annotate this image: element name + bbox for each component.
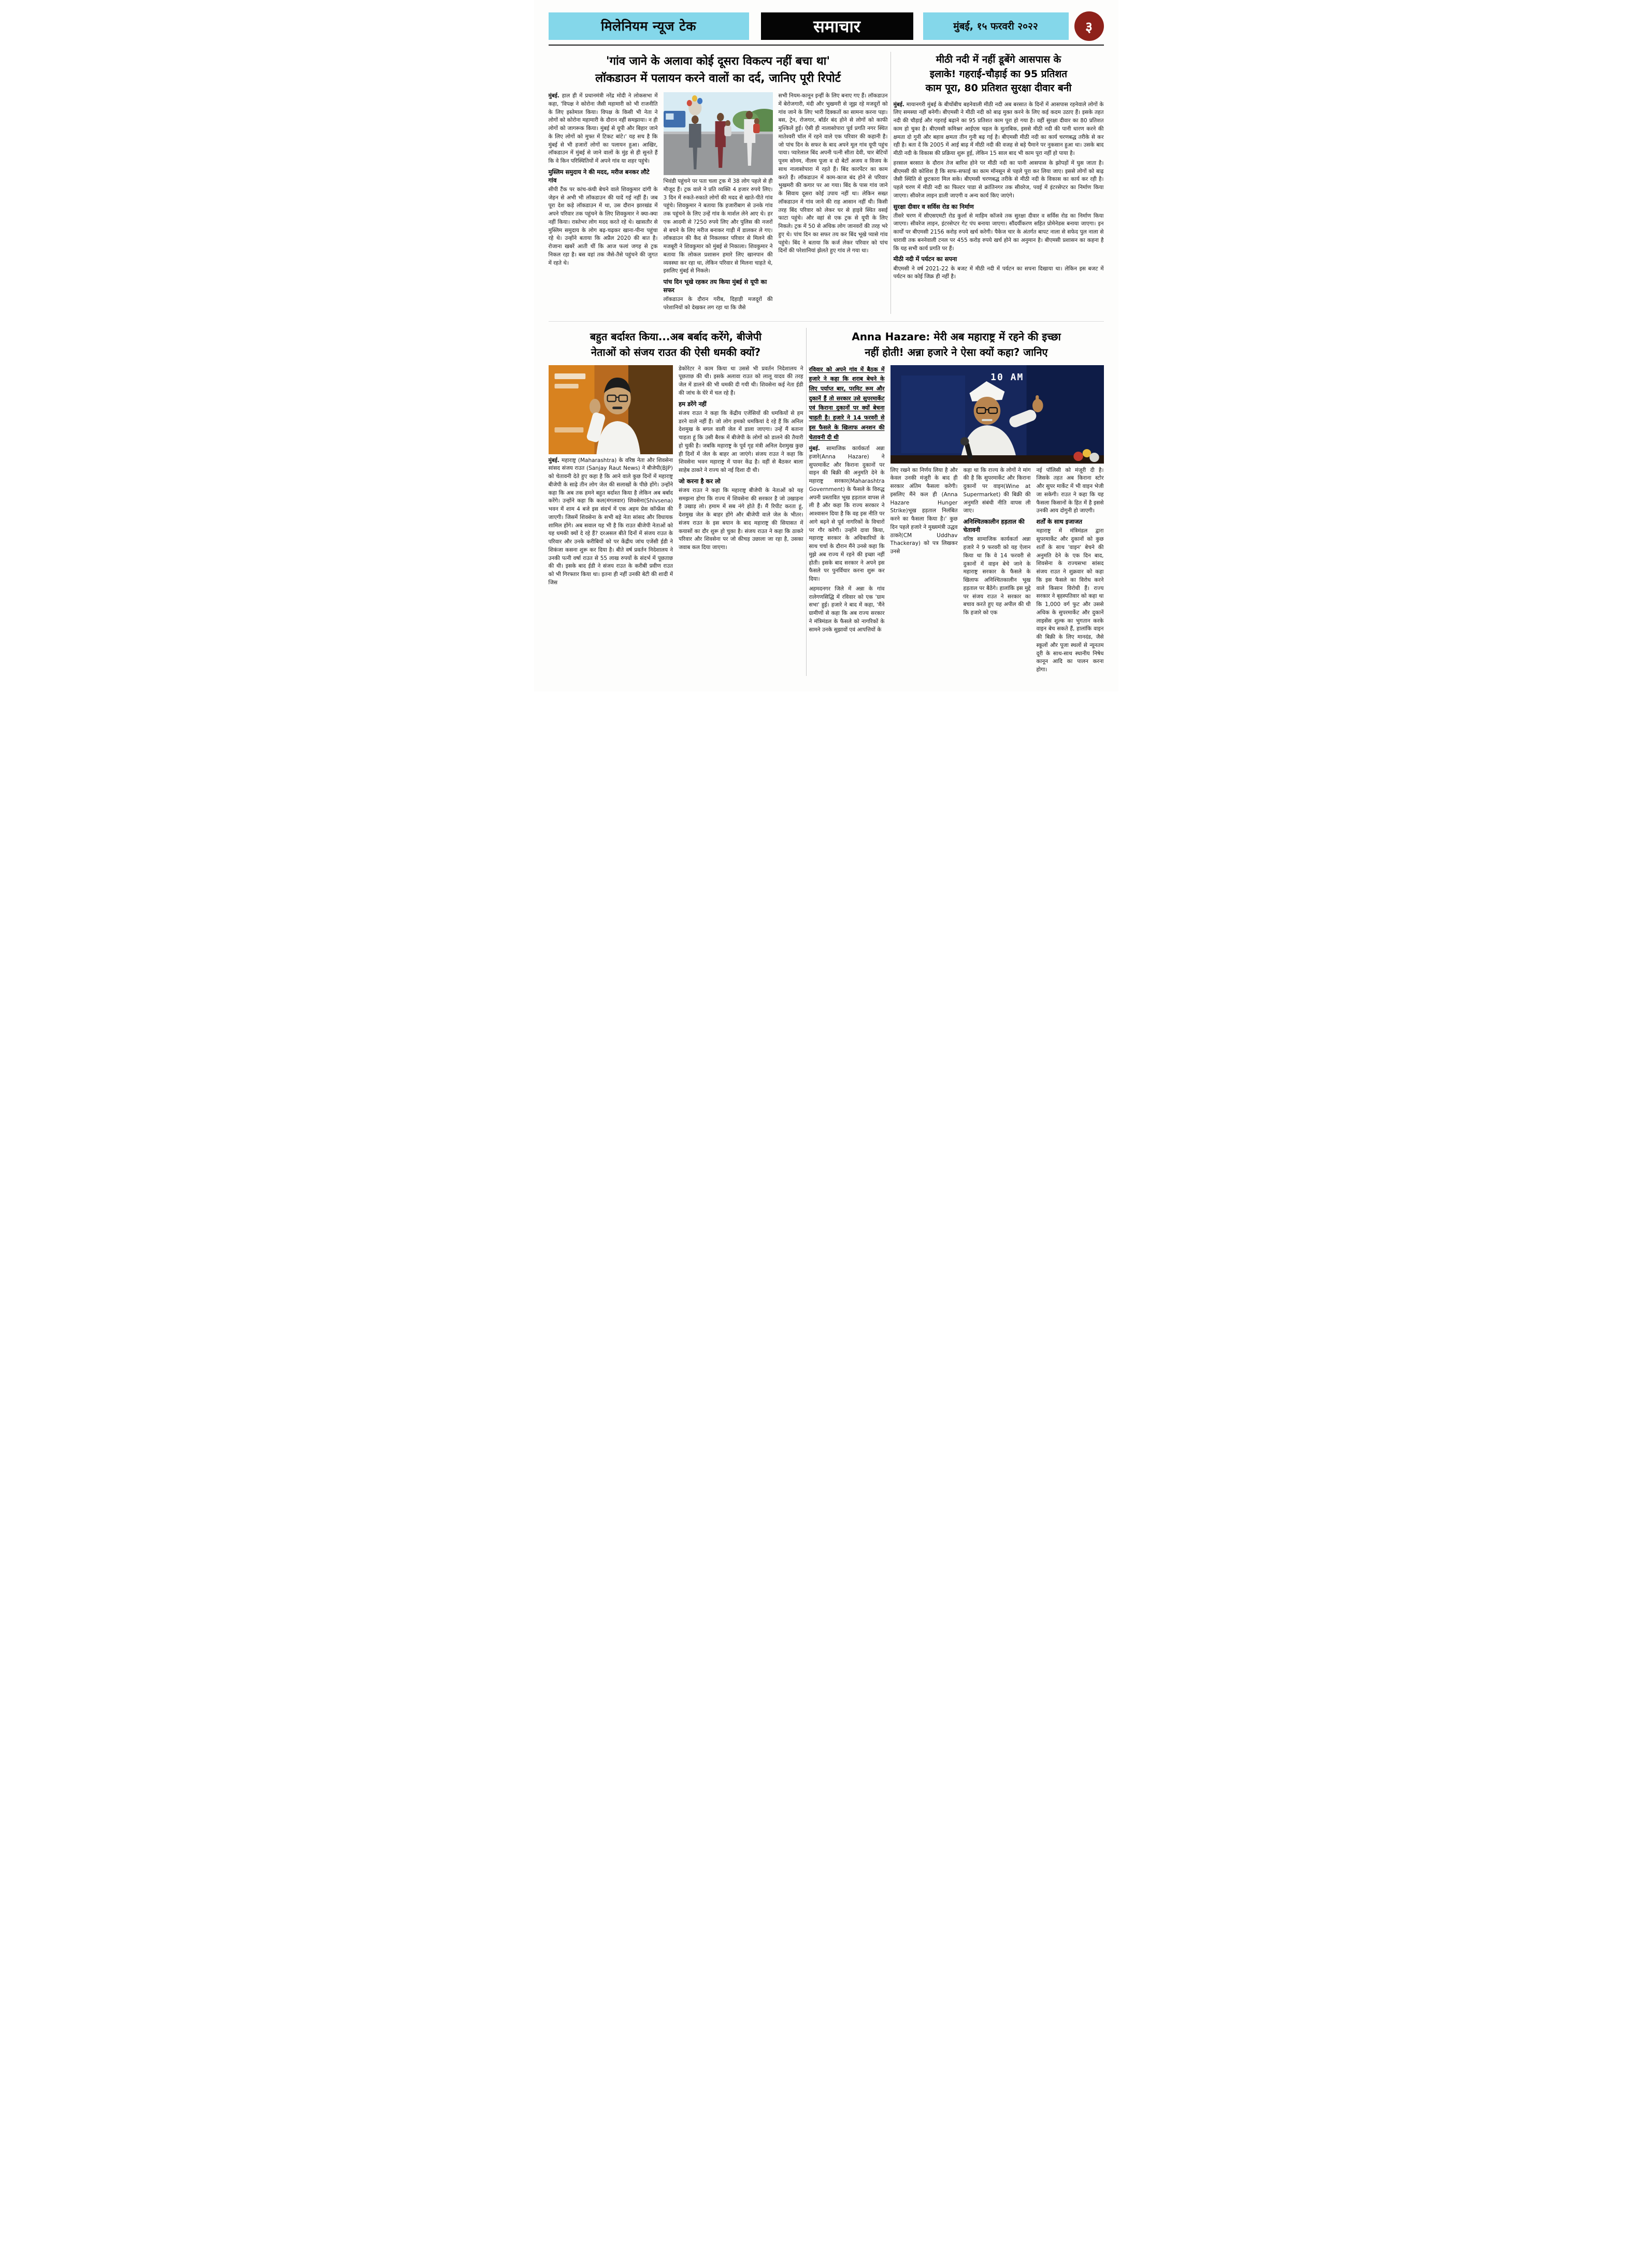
hazare-columns [890,467,1104,676]
text-column [1037,467,1104,676]
hazare-photo-and-columns [890,365,1104,676]
subhead: सुरक्षा दीवार व सर्विस रोड का निर्माण [893,203,974,210]
dateline: मुंबई, १५ फरवरी २०२२ [923,12,1069,40]
body-paragraph: लिए रखने का निर्णय लिया है और केवल उनकी मंजूरी के बाद ही सरकार अंतिम फैसला करेगी। इसलिए मैंने कल ही (Anna Hazare Hunger Strike)भूख हड़ताल निलंबित करने का फैसला किया है।' कुछ दिन पहले हजारे ने मुख्यमंत्री उद्धव ठाकरे(CM Uddhav Thackeray) को पत्र लिखकर उनसे [890,467,958,555]
page-number-badge: ३ [1074,11,1104,41]
newspaper-page [534,0,1118,691]
sanjay-raut-photo-illustration [549,365,673,454]
sanjay-raut-photo [549,365,673,454]
text-column [964,467,1031,676]
subhead: मुस्लिम समुदाय ने की मदद, मरीज बनकर लौटे गांव [548,168,650,184]
text-column [809,365,885,676]
body-paragraph: नई पॉलिसी को मंजूरी दी है। जिसके तहत अब किराना स्टोर और सुपर मार्केट में भी वाइन भेजी जा सकेगी। राउत ने कहा कि यह फैसला किसानों के हित में है इससे उनकी आय दोगुनी हो जाएगी। [1036,467,1104,514]
top-section [549,52,1104,314]
body-paragraph: भिवंडी पहुंचने पर पता चला ट्रक में 38 लोग पहले से ही मौजूद हैं। ट्रक वाले ने प्रति व्यक्ति 4 हजार रुपये लिए। 3 दिन में रुकते-रुकाते लोगों की मदद से खाते-पीते गांव पहुंचे। शिवकुमार ने बताया कि हजारीबाग से उनके गांव तक पहुंचने के लिए उन्हें गांव के मार्शल लेने आए थे। हर एक आदमी से ?250 रुपये लिए और पुलिस की नजरों से बचने के लिए मरीज बनाकर गाड़ी में डालकर ले गए। लॉकडाउन की कैद से निकलकर परिवार से मिलने की मजबूरी ने शिवकुमार को मुंबई से निकाला। शिवकुमार ने बताया कि लोकल प्रशासन हमारे लिए खानपान की व्यवस्था कर रहा था, लेकिन परिवार से मिलना चाहते थे, इसलिए मुंबई से निकले। [663,178,773,275]
body-paragraph: अहमदनगर जिले में अन्ना के गांव रालेगणसिद्धि में रविवार को एक 'ग्राम सभा' हुई। हजारे ने बाद में कहा, 'मैंने ग्रामीणों से कहा कि अब राज्य सरकार ने मंत्रिमंडल के फैसले को नागरिकों के सामने उनके सुझावों एवं आपत्तियों के [809,585,885,633]
body-paragraph [894,101,1104,158]
dateline-lead: मुंबई. [548,457,559,464]
mithi-body [894,101,1104,281]
subhead: मीठी नदी में पर्यटन का सपना [893,255,957,263]
headline-line: 'गांव जाने के अलावा कोई दूसरा विकल्प नहीं बचा था' [606,55,830,68]
headline-line: Anna Hazare: मेरी अब महाराष्ट्र में रहने की इच्छा [852,330,1061,343]
body-paragraph: सीपी टैंक पर कांच-कंघी बेचने वाले शिवकुमार दांगी के जेहन से अभी भी लॉकडाउन की यादें गई नहीं हैं। जब पूरा देश कड़े लॉकडाउन में था, उस दौरान झारखंड में अपने परिवार तक पहुंचने के लिए शिवकुमार ने क्या-क्या नहीं किया। रास्तेभर लोग मदद करते रहे थे। खासतौर से मुस्लिम समुदाय के लोग बढ़-चढ़कर खाना-पीना पहुंचा रहे थे। उन्होंने बताया कि अप्रैल 2020 की बात है। रोजाना खबरें आती थीं कि आज फलां जगह से ट्रक निकल रहा है। बस वहां तक जैसे-तैसे पहुंचने की जुगत में रहते थे। [548,186,658,266]
migrants-photo [664,92,773,175]
body-paragraph: महाराष्ट्र में मंत्रिमंडल द्वारा सुपरमार्केट और दुकानों को कुछ शर्तों के साथ 'वाइन' बेचने की अनुमति देने के एक दिन बाद, शिवसेना के राज्यसभा सांसद संजय राउत ने शुक्रवार को कहा कि इस फैसले का विरोध करने वाले किसान विरोधी हैं। राज्य सरकार ने बृहस्पतिवार को कहा था कि 1,000 वर्ग फुट और उससे अधिक के सुपरमार्केट और दुकानें लाइसेंस शुल्क का भुगतान करके वाइन बेच सकते हैं, हालांकि वाइन की बिक्री के लिए मानदंड, जैसे स्कूलों और पूजा स्थलों से न्यूनतम दूरी के साथ-साथ स्थानीय निषेध कानून आदि का पालन करना होगा। [1036,528,1104,673]
article-sanjay-raut [549,328,803,676]
vertical-rule [806,328,807,676]
bottom-section [549,328,1104,676]
raut-headline [549,329,803,360]
anna-hazare-photo [890,365,1104,464]
masthead: मिलेनियम न्यूज टेक [549,12,749,40]
section-divider [549,321,1104,322]
intro-highlight: रविवार को अपने गांव में बैठक में हजारे ने कहा कि शराब बेचने के लिए पर्याप्त बार, परमिट रूम और दुकानें हैं तो सरकार उसे सुपरमार्केट एवं किराना दुकानों पर क्यों बेचना चाहती है। हजारे ने 14 फरवरी से इस फैसले के खिलाफ अनशन की चेतावनी दी थी [809,366,885,441]
subhead: जो करना है कर लो [679,477,721,485]
headline-line: काम पूरा, 80 प्रतिशत सुरक्षा दीवार बनी [925,82,1072,94]
article-lockdown-migration [549,52,888,314]
body-paragraph: लॉकडाउन के दौरान गरीब, दिहाड़ी मजदूरों की परेशानियों को देखकर लग रहा था कि जैसे [663,296,773,311]
migration-headline [549,53,888,87]
hazare-body [809,365,1104,676]
subhead: शर्तों के साथ इजाजत [1036,518,1083,526]
page-header [549,11,1104,40]
body-paragraph: संजय राउत ने कहा कि महाराष्ट्र बीजेपी के नेताओं को यह समझना होगा कि राज्य में शिवसेना की सरकार है जो उखाड़ना है उखाड़ लो। हमाम में सब नंगे होते हैं। मैं रिपीट करता हूं, देशमुख जेल के बाहर होंगे और बीजेपी वाले जेल के भीतर। संजय राउत के इस बयान के बाद महाराष्ट्र की सियासत में कयासों का दौर शुरू हो चुका है। संजय राउत ने कहा कि ठाकरे परिवार और शिवसेना पर जो कीचड़ उछाला जा रहा है, उसका जवाब कल दिया जाएगा। [679,487,803,551]
text-column [549,365,673,589]
text-column [679,365,803,589]
body-paragraph: सभी नियम-कानून इन्हीं के लिए बनाए गए हैं। लॉकडाउन में बेरोजगारी, मंदी और भुखमरी से जूझ रहे मजदूरों को गांव जाने के लिए भारी दिक्कतों का सामना करना पड़ा। बस, ट्रेन, रोजगार, बॉर्डर बंद होने से लोगों को काफी मुश्किलें हुईं। ऐसी ही नालासोपारा पूर्व प्रगति नगर स्थित मातेश्वरी चॉल में रहने वाले एक परिवार की कहानी है। जो पांच दिन के सफर के बाद अपने मूल गांव यूपी पहुंच पाया। प्यारेलाल बिंद अपनी पत्नी सीता देवी, चार बेटियों पूनम सोनम, नीलम पूजा व दो बेटों अजय व विजय के साथ नालासोपारा में रहते हैं। बिंद कारपेंटर का काम करते हैं। लॉकडाउन में काम-काज बंद होने से परिवार भुखमरी की कगार पर आ गया। बिंद के पास गांव जाने के सिवाय दूसरा कोई उपाय नहीं था। लेकिन सख्त लॉकडाउन में गांव जाने की राह आसान नहीं थी। किसी तरह बिंद परिवार को लेकर घर से हाइवे स्थित वसई फाटा पहुंचे। और वहां से एक ट्रक से यूपी के लिए निकले। ट्रक में 50 से अधिक लोग जानवरों की तरह भरे हुए थे। पांच दिन का सफर तय कर बिंद भूखे प्यासे गांव पहुंचे। बिंद ने बताया कि कर्ज लेकर परिवार को पांच दिनों की परेशानियां झेलते हुए गांव ले गया था। [778,93,888,254]
text-column [549,92,658,314]
vertical-rule [890,52,891,314]
photo-time-overlay: 10 AM [990,371,1024,383]
text-column [890,467,958,676]
body-paragraph [549,457,673,587]
subhead: हम डरेंगे नहीं [679,400,707,408]
text-column [779,92,888,314]
text-column [664,92,773,314]
dateline-lead: मुंबई. [548,93,559,99]
raut-columns [549,365,803,589]
headline-line: नहीं होती! अन्ना हजारे ने ऐसा क्यों कहा? जानिए [865,345,1048,358]
body-paragraph: बीएमसी ने वर्ष 2021-22 के बजट में मीठी नदी में पर्यटन का सपना दिखाया था। लेकिन इस बजट में पर्यटन का कोई जिक्र ही नहीं है। [893,265,1104,280]
article-mithi-river [894,52,1104,314]
body-paragraph [809,445,885,584]
headline-line: बहुत बर्दाश्त किया...अब बर्बाद करेंगे, बीजेपी [590,330,762,343]
headline-line: लॉकडाउन में पलायन करने वालों का दर्द, जानिए पूरी रिपोर्ट [595,72,841,85]
dateline-lead: मुंबई. [893,101,904,108]
header-rule [549,45,1104,46]
headline-line: नेताओं को संजय राउत की ऐसी धमकी क्यों? [591,345,761,358]
subhead: पांच दिन भूखे रहकर तय किया मुंबई से यूपी का सफर [663,278,767,294]
paragraph-text: सामाजिक कार्यकर्ता अन्ना हजारे(Anna Hazare) ने सुपरमार्केट और किराना दुकानों पर वाइन की बिक्री की अनुमति देने के महाराष्ट्र सरकार(Maharashtra Government) के फैसले के विरुद्ध अपनी प्रस्तावित भूख हड़ताल वापस ले ली है और कहा कि राज्य सरकार ने आश्वासन दिया है कि वह इस नीति पर आगे बढ़ने से पूर्व नागरिकों के विचारों पर गौर करेगी। उन्होंने दावा किया, महाराष्ट्र सरकार के अधिकारियों के साथ चर्चा के दौरान मैंने उनसे कहा कि मुझे अब राज्य में रहने की इच्छा नहीं होती। इसके बाद सरकार ने अपने इस फैसले पर पुनर्विचार करना शुरू कर दिया। [809,445,885,583]
body-paragraph: तीसरे चरण में सीएसएमटी रोड कुर्ला से माहिम कॉजवे तक सुरक्षा दीवार व सर्विस रोड का निर्माण किया जाएगा। सीवरेज लाइन, इंटरसेप्टर गेट पंप बनाया जाएगा। सौंदर्यीकरण सहित प्रोमेनेडस बनाया जाएगा। इन कार्यों पर बीएमसी 2156 करोड़ रुपये खर्च करेगी। पैकेज चार के अंतर्गत बापट नाला से सफेद पुल नाला से धारावी तक बननेवाली टनल पर 455 करोड़ रुपये खर्च होने का अनुमान है। बीएमसी प्रशासन का कहना है कि यह सभी कार्य प्रगति पर हैं। [893,212,1104,252]
body-paragraph: संजय राउत ने कहा कि केंद्रीय एजेंसियों की धमकियों से हम डरने वाले नहीं हैं। जो लोग हमको धमकियां दे रहे हैं कि अनिल देशमुख के बगल वाली जेल में डाला जाएगा। उन्हें मैं बताना चाहता हूं कि उसी बैरक में बीजेपी के लोगों को डालने की तैयारी हो चुकी है। जबकि महाराष्ट्र के पूर्व गृह मंत्री अनिल देशमुख कुछ ही दिनों में जेल के बाहर आ जाएंगे। संजय राउत ने कहा कि शिवसेना भवन महाराष्ट्र में पावर केंद्र है। वहीं से बैठकर बाला साहेब ठाकरे ने राज्य को नई दिशा दी थी। [679,410,803,474]
body-paragraph: वरिष्ठ सामाजिक कार्यकर्ता अन्ना हजारे ने 9 फरवरी को यह ऐलान किया था कि वे 14 फरवरी से दुकानों में वाइन बेचे जाने के महाराष्ट्र सरकार के फैसले के खिलाफ अनिश्चितकालीन भूख हड़ताल पर बैठेंगे। हालांकि इस मुद्दे पर संजय राउत ने सरकार का बचाव करते हुए यह अपील की थी कि हजारे को एक [963,536,1031,616]
paragraph-text: महाराष्ट्र (Maharashtra) के वरिष्ठ नेता और शिवसेना सांसद संजय राउत (Sanjay Raut News) ने बीजेपी(BJP) को चेतावनी देते हुए कहा है कि आने वाले कुछ दिनों में महाराष्ट्र बीजेपी के साढ़े तीन लोग जेल की सलाखों के पीछे होंगे। उन्होंने कहा कि अब तक हमने बहुत बर्दाश्त किया है लेकिन अब बर्बाद करेंगे। उन्होंने कहा कि कल(मंगलवार) शिवसेना(Shivsena) भवन में शाम 4 बजे इस संदर्भ में एक अहम प्रेस कॉन्फ्रेंस की जाएगी। जिसमें शिवसेना के सभी बड़े नेता सांसद और विधायक शामिल होंगे। अब सवाल यह भी है कि राउत बीजेपी नेताओं को यह धमकी क्यों दे रहे हैं? दरअसल बीते दिनों में संजय राउत के परिवार और उनके करीबियों को पर केंद्रीय जांच एजेंसी ईडी ने शिकंजा कसना शुरू कर दिया है। बीते वर्ष प्रवर्तन निदेशालय ने उनकी पत्नी वर्षा राउत से 55 लाख रुपयों के संदर्भ में पूछताछ की थी। इसके बाद ईडी ने संजय राउत के करीबी प्रवीण राउत को भी गिरफ्तार किया था। इतना ही नहीं उनकी बेटी की शादी में जिस [548,457,673,586]
paragraph-text: हाल ही में प्रधानमंत्री नरेंद्र मोदी ने लोकसभा में कहा, 'विपक्ष ने कोरोना जैसी महामारी को भी राजनीति के लिए इस्तेमाल किया। विपक्ष के किसी भी नेता ने लोगों को कोरोना महामारी के दौरान नहीं समझाया। न ही लोगों को जागरूक किया। मुंबई से यूपी और बिहार जाने के लिए लोगों को मुफ्त में टिकट बांटे।' यह सच है कि मुंबई से भी हजारों लोगों का पलायन हुआ। आखिर, लॉकडाउन में मुंबई से जाने वालों के मुंह से ही सुनते हैं कि वे किन परिस्थितियों में अपने गांव या शहर पहुंचे। [548,93,658,164]
body-paragraph [549,92,658,166]
body-paragraph: हरसाल बरसात के दौरान तेज बारिश होने पर मीठी नदी का पानी आसपास के झोपड़ों में घुस जाता है। बीएमसी की कोशिश है कि साफ-सफाई का काम मॉनसून से पहले पूरा कर लिया जाए। इससे लोगों को बाढ़ जैसी स्थिति से छुटकारा मिल सके। बीएमसी चरणबद्ध तरीके से मीठी नदी के विकास का कार्य कर रही है। पहले चरण में मीठी नदी का फिल्टर पाडा से क्रांतिनगर तक सीवरेज, पवई में इंटरसेप्टर का निर्माण किया जाएगा। सीवरेज लाइन डाली जाएगी व अन्य कार्य किए जाएंगे। [893,160,1104,199]
hazare-headline [809,329,1104,360]
headline-line: इलाके! गहराई-चौड़ाई का 95 प्रतिशत [929,68,1068,80]
dateline-lead: मुंबई. [809,445,820,452]
article-anna-hazare [809,328,1104,676]
body-paragraph: कहा था कि राज्य के लोगों ने मांग की है कि सुपरमार्केट और किराना दुकानों पर वाइन(Wine at Supermarket) की बिक्री की अनुमति संबंधी नीति वापस ली जाए। [963,467,1031,514]
subhead: अनिश्चितकालीन हड़ताल की चेतावनी [963,518,1025,534]
migration-columns [549,92,888,314]
paragraph-text: मायानगरी मुंबई के बीचोंबीच बहनेवाली मीठी नदी अब बरसात के दिनों में आसपास रहनेवाले लोगों के लिए समस्या नहीं बनेगी। बीएमसी ने मीठी नदी को बाढ़ मुक्त करने के लिए कई कदम उठाए हैं। इसके तहत नदी की चौड़ाई और गहराई बढ़ाने का 95 प्रतिशत काम पूरा हो गया है। वहीं सुरक्षा दीवार का 80 प्रतिशत काम हो चुका है। बीएमसी कमिश्नर आईएस चहल के मुताबिक, इससे मीठी नदी की पानी धारण करने की क्षमता दो गुनी और बहाव क्षमता तीन गुनी बढ़ गई है। बीएमसी मीठी नदी का कार्य चरणबद्ध तरीके से कर रही है। बता दें कि 2005 में आई बाढ़ में मीठी नदी की वजह से बड़े पैमाने पर नुकसान हुआ था। उसके बाद मीठी नदी के विकास की प्रक्रिया शुरू हुई, लेकिन 15 साल बाद भी काम पूरा नहीं हो पाया है। [893,101,1104,157]
migrants-photo-illustration [664,92,773,175]
headline-line: मीठी नदी में नहीं डूबेंगे आसपास के [936,54,1061,65]
section-banner: समाचार [761,12,913,40]
mithi-headline [894,53,1104,96]
body-paragraph: डेकोरेटर ने काम किया था उससे भी प्रवर्तन निदेशालय ने पूछताछ की थी। इसके अलावा राउत को लालू यादव की तरह जेल में डालने की भी धमकी दी गयी थी। शिवसेना कई नेता ईडी की जांच के घेरे में चल रहे हैं। [679,365,803,396]
